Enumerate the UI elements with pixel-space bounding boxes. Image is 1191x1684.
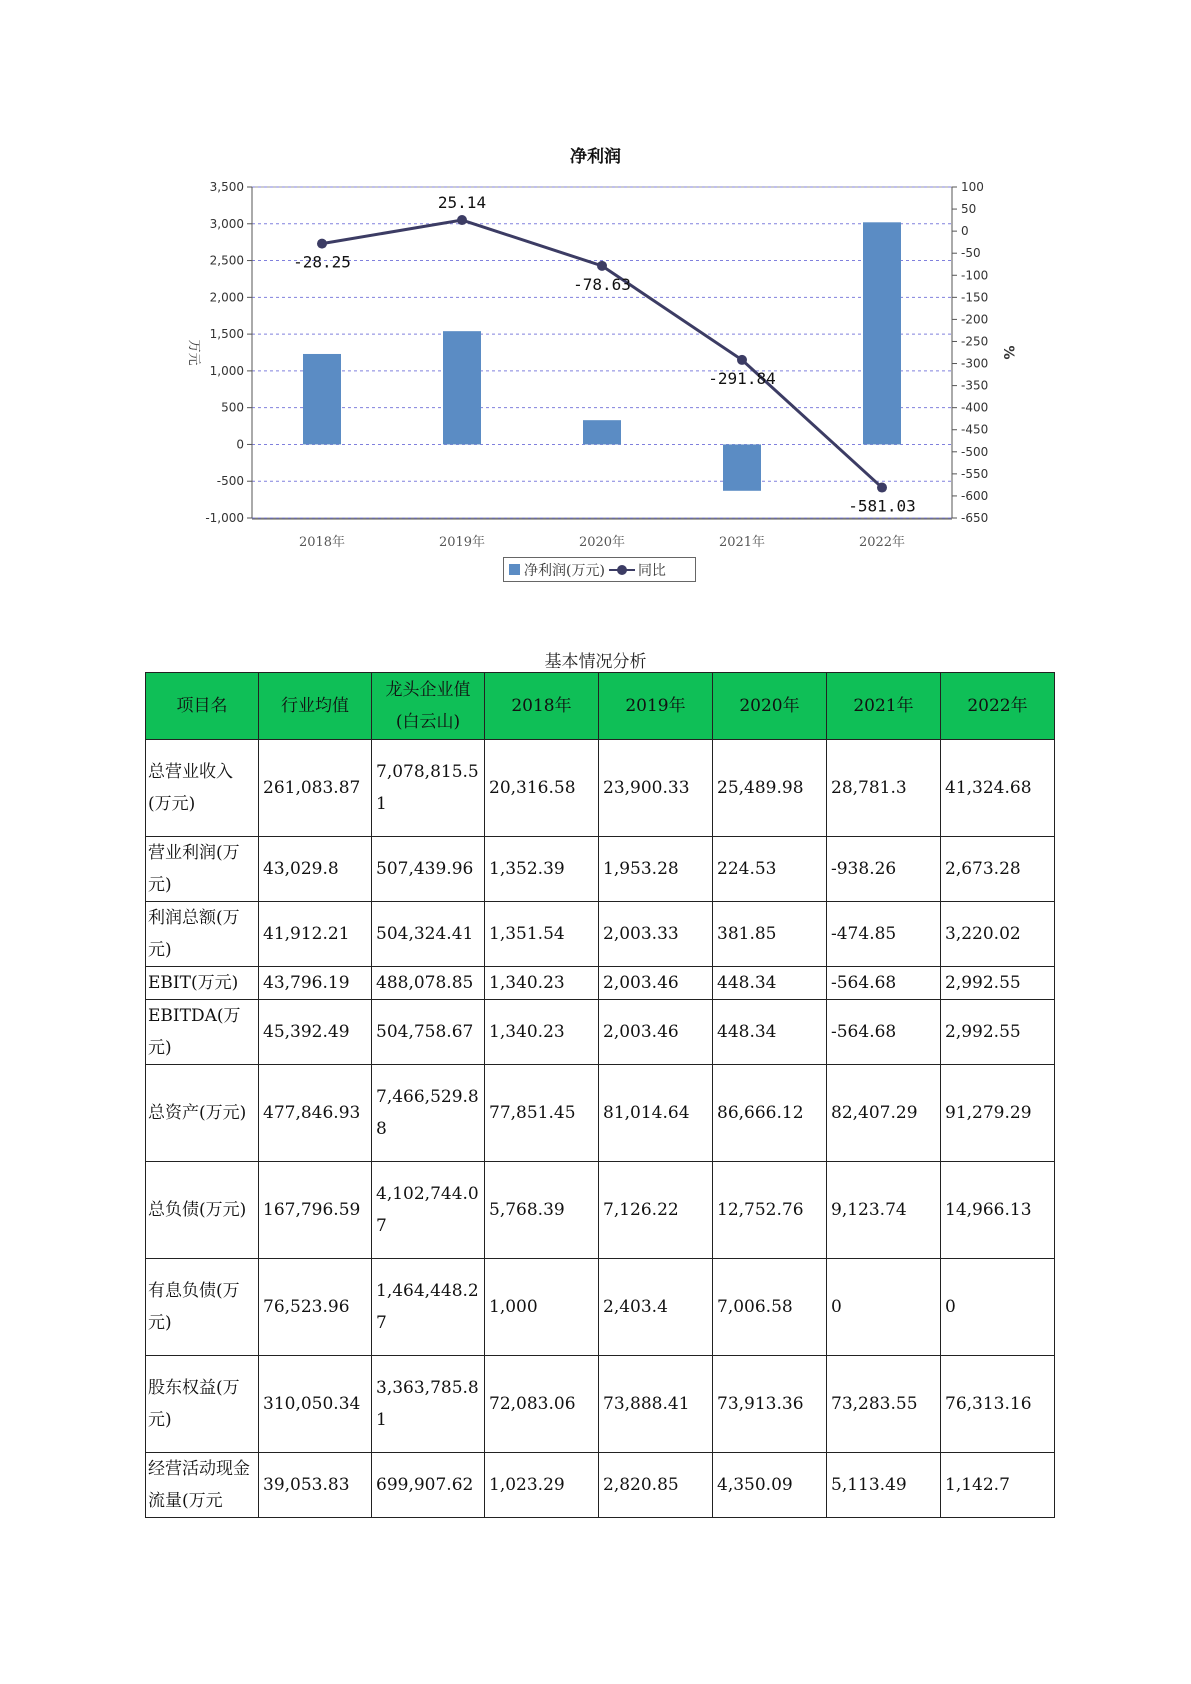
table-cell: 381.85 xyxy=(713,902,827,967)
table-cell: 2,992.55 xyxy=(941,967,1055,1000)
chart-labels xyxy=(293,193,916,516)
table-cell: 81,014.64 xyxy=(599,1065,713,1162)
table-cell: 0 xyxy=(941,1259,1055,1356)
y2-tick-label: -150 xyxy=(961,290,989,305)
table-cell: -938.26 xyxy=(827,837,941,902)
y-tick-label: 1,500 xyxy=(209,327,244,342)
row-label-cell: 营业利润(万元) xyxy=(146,837,259,902)
y2-tick-label: -400 xyxy=(961,400,989,415)
table-cell: 2,403.4 xyxy=(599,1259,713,1356)
chart-yoy-line xyxy=(317,215,887,493)
table-cell: 2,673.28 xyxy=(941,837,1055,902)
table-cell: 7,126.22 xyxy=(599,1162,713,1259)
basic-analysis-table xyxy=(145,672,1055,1518)
table-cell: 167,796.59 xyxy=(259,1162,372,1259)
table-cell: 7,006.58 xyxy=(713,1259,827,1356)
header-cell: 2020年 xyxy=(713,673,827,740)
legend-bar-swatch xyxy=(509,564,520,575)
table-cell: 1,340.23 xyxy=(485,967,599,1000)
yoy-data-label: -291.84 xyxy=(708,368,776,388)
chart-title: 净利润 xyxy=(570,147,621,167)
table-cell: 1,352.39 xyxy=(485,837,599,902)
table-cell: 82,407.29 xyxy=(827,1065,941,1162)
table-cell: 2,003.46 xyxy=(599,967,713,1000)
table-cell: 261,083.87 xyxy=(259,740,372,837)
table-cell: 43,796.19 xyxy=(259,967,372,1000)
table-cell: 448.34 xyxy=(713,967,827,1000)
table-cell: 5,768.39 xyxy=(485,1162,599,1259)
yoy-point xyxy=(317,239,327,249)
yoy-data-label: -78.63 xyxy=(573,274,631,294)
y2-tick-label: -550 xyxy=(961,466,989,481)
table-caption: 基本情况分析 xyxy=(544,652,647,672)
table-row xyxy=(146,1356,1055,1453)
y-tick-label: -1,000 xyxy=(205,511,244,525)
y-tick-label: 3,000 xyxy=(209,216,244,231)
table-cell: -564.68 xyxy=(827,967,941,1000)
table-cell: 45,392.49 xyxy=(259,1000,372,1065)
table-row xyxy=(146,1000,1055,1065)
table-cell: 23,900.33 xyxy=(599,740,713,837)
net-profit-chart xyxy=(0,0,1191,560)
header-cell: 2022年 xyxy=(941,673,1055,740)
y2-tick-label: -300 xyxy=(961,356,989,371)
table-cell: 224.53 xyxy=(713,837,827,902)
table-cell: 310,050.34 xyxy=(259,1356,372,1453)
y2-tick-label: -650 xyxy=(961,511,989,525)
bar xyxy=(583,420,621,444)
table-cell: 91,279.29 xyxy=(941,1065,1055,1162)
y2-tick-label: -450 xyxy=(961,422,989,437)
table-cell: 504,758.67 xyxy=(372,1000,485,1065)
table-cell: 76,523.96 xyxy=(259,1259,372,1356)
table-cell: 4,350.09 xyxy=(713,1453,827,1518)
table-cell: 2,003.33 xyxy=(599,902,713,967)
y2-tick-label: -100 xyxy=(961,268,989,283)
y-tick-label: -500 xyxy=(216,474,244,489)
table-cell: 73,283.55 xyxy=(827,1356,941,1453)
legend-bar-label: 净利润(万元) xyxy=(524,562,605,579)
y2-tick-label: -250 xyxy=(961,334,989,349)
table-cell: 41,324.68 xyxy=(941,740,1055,837)
x-tick-label: 2018年 xyxy=(298,535,346,550)
yoy-point xyxy=(877,483,887,493)
yoy-data-label: 25.14 xyxy=(437,193,487,213)
y2-tick-label: -500 xyxy=(961,444,989,459)
y-axis-title: 万元 xyxy=(186,339,201,366)
table-cell: -474.85 xyxy=(827,902,941,967)
table-cell: 72,083.06 xyxy=(485,1356,599,1453)
y2-tick-label: -50 xyxy=(961,246,981,261)
table-row xyxy=(146,1162,1055,1259)
yoy-data-label: -28.25 xyxy=(293,252,351,272)
table-row xyxy=(146,1259,1055,1356)
table-cell: 76,313.16 xyxy=(941,1356,1055,1453)
y-tick-label: 2,000 xyxy=(209,290,244,305)
row-label-cell: EBITDA(万元) xyxy=(146,1000,259,1065)
x-tick-label: 2020年 xyxy=(578,535,626,550)
table-row xyxy=(146,740,1055,837)
table-cell: 41,912.21 xyxy=(259,902,372,967)
table-cell: 1,142.7 xyxy=(941,1453,1055,1518)
header-cell: 2018年 xyxy=(485,673,599,740)
y2-tick-label: -600 xyxy=(961,488,989,503)
yoy-data-label: -581.03 xyxy=(848,496,916,516)
header-cell: 行业均值 xyxy=(259,673,372,740)
y-tick-label: 3,500 xyxy=(209,180,244,194)
table-cell: 73,913.36 xyxy=(713,1356,827,1453)
table-cell: 20,316.58 xyxy=(485,740,599,837)
table-cell: 7,078,815.51 xyxy=(372,740,485,837)
bar xyxy=(723,444,761,490)
y2-tick-label: -200 xyxy=(961,312,989,327)
row-label-cell: 总营业收入(万元) xyxy=(146,740,259,837)
table-cell: 9,123.74 xyxy=(827,1162,941,1259)
table-cell: 7,466,529.88 xyxy=(372,1065,485,1162)
table-cell: 488,078.85 xyxy=(372,967,485,1000)
row-label-cell: 总资产(万元) xyxy=(146,1065,259,1162)
bar xyxy=(863,222,901,444)
table-cell: 25,489.98 xyxy=(713,740,827,837)
table-cell: 4,102,744.07 xyxy=(372,1162,485,1259)
table-cell: 43,029.8 xyxy=(259,837,372,902)
yoy-point xyxy=(457,215,467,225)
table-cell: 1,953.28 xyxy=(599,837,713,902)
x-tick-label: 2021年 xyxy=(718,535,766,550)
table-cell: 3,363,785.81 xyxy=(372,1356,485,1453)
y2-tick-label: 100 xyxy=(961,180,984,194)
table-cell: 1,340.23 xyxy=(485,1000,599,1065)
table-header-row xyxy=(146,673,1055,740)
table-cell: 699,907.62 xyxy=(372,1453,485,1518)
table-cell: 477,846.93 xyxy=(259,1065,372,1162)
table-row xyxy=(146,1065,1055,1162)
table-cell: 1,464,448.27 xyxy=(372,1259,485,1356)
row-label-cell: 利润总额(万元) xyxy=(146,902,259,967)
table-cell: 12,752.76 xyxy=(713,1162,827,1259)
y2-axis-title: % xyxy=(1000,345,1016,360)
yoy-point xyxy=(737,355,747,365)
table-cell: 0 xyxy=(827,1259,941,1356)
table-cell: 1,000 xyxy=(485,1259,599,1356)
table-cell: 2,820.85 xyxy=(599,1453,713,1518)
table-cell: 1,351.54 xyxy=(485,902,599,967)
row-label-cell: EBIT(万元) xyxy=(146,967,259,1000)
table-cell: 39,053.83 xyxy=(259,1453,372,1518)
legend-line-label: 同比 xyxy=(637,562,666,579)
table-cell: 5,113.49 xyxy=(827,1453,941,1518)
table-cell: 14,966.13 xyxy=(941,1162,1055,1259)
x-tick-label: 2022年 xyxy=(858,535,906,550)
table-cell: 86,666.12 xyxy=(713,1065,827,1162)
header-cell: 2021年 xyxy=(827,673,941,740)
y2-tick-label: 50 xyxy=(961,202,977,217)
table-cell: 28,781.3 xyxy=(827,740,941,837)
yoy-point xyxy=(597,261,607,271)
table-cell: 448.34 xyxy=(713,1000,827,1065)
y-tick-label: 1,000 xyxy=(209,363,244,378)
table-cell: 2,992.55 xyxy=(941,1000,1055,1065)
chart-legend xyxy=(503,557,696,582)
table-cell: 77,851.45 xyxy=(485,1065,599,1162)
header-cell: 龙头企业值(白云山) xyxy=(372,673,485,740)
table-cell: 1,023.29 xyxy=(485,1453,599,1518)
y2-tick-label: 0 xyxy=(961,224,969,239)
y-tick-label: 2,500 xyxy=(209,253,244,268)
header-cell: 2019年 xyxy=(599,673,713,740)
table-row xyxy=(146,837,1055,902)
y-tick-label: 500 xyxy=(221,400,244,415)
bar xyxy=(303,354,341,444)
y2-tick-label: -350 xyxy=(961,378,989,393)
row-label-cell: 股东权益(万元) xyxy=(146,1356,259,1453)
table-row xyxy=(146,902,1055,967)
table-cell: 507,439.96 xyxy=(372,837,485,902)
legend-line-swatch xyxy=(609,564,635,576)
x-tick-label: 2019年 xyxy=(438,535,486,550)
row-label-cell: 有息负债(万元) xyxy=(146,1259,259,1356)
table-cell: 2,003.46 xyxy=(599,1000,713,1065)
header-cell: 项目名 xyxy=(146,673,259,740)
y-tick-label: 0 xyxy=(236,437,244,452)
table-cell: 504,324.41 xyxy=(372,902,485,967)
table-row xyxy=(146,967,1055,1000)
row-label-cell: 总负债(万元) xyxy=(146,1162,259,1259)
table-cell: 3,220.02 xyxy=(941,902,1055,967)
table-row xyxy=(146,1453,1055,1518)
table-cell: 73,888.41 xyxy=(599,1356,713,1453)
bar xyxy=(443,331,481,444)
table-cell: -564.68 xyxy=(827,1000,941,1065)
row-label-cell: 经营活动现金流量(万元 xyxy=(146,1453,259,1518)
